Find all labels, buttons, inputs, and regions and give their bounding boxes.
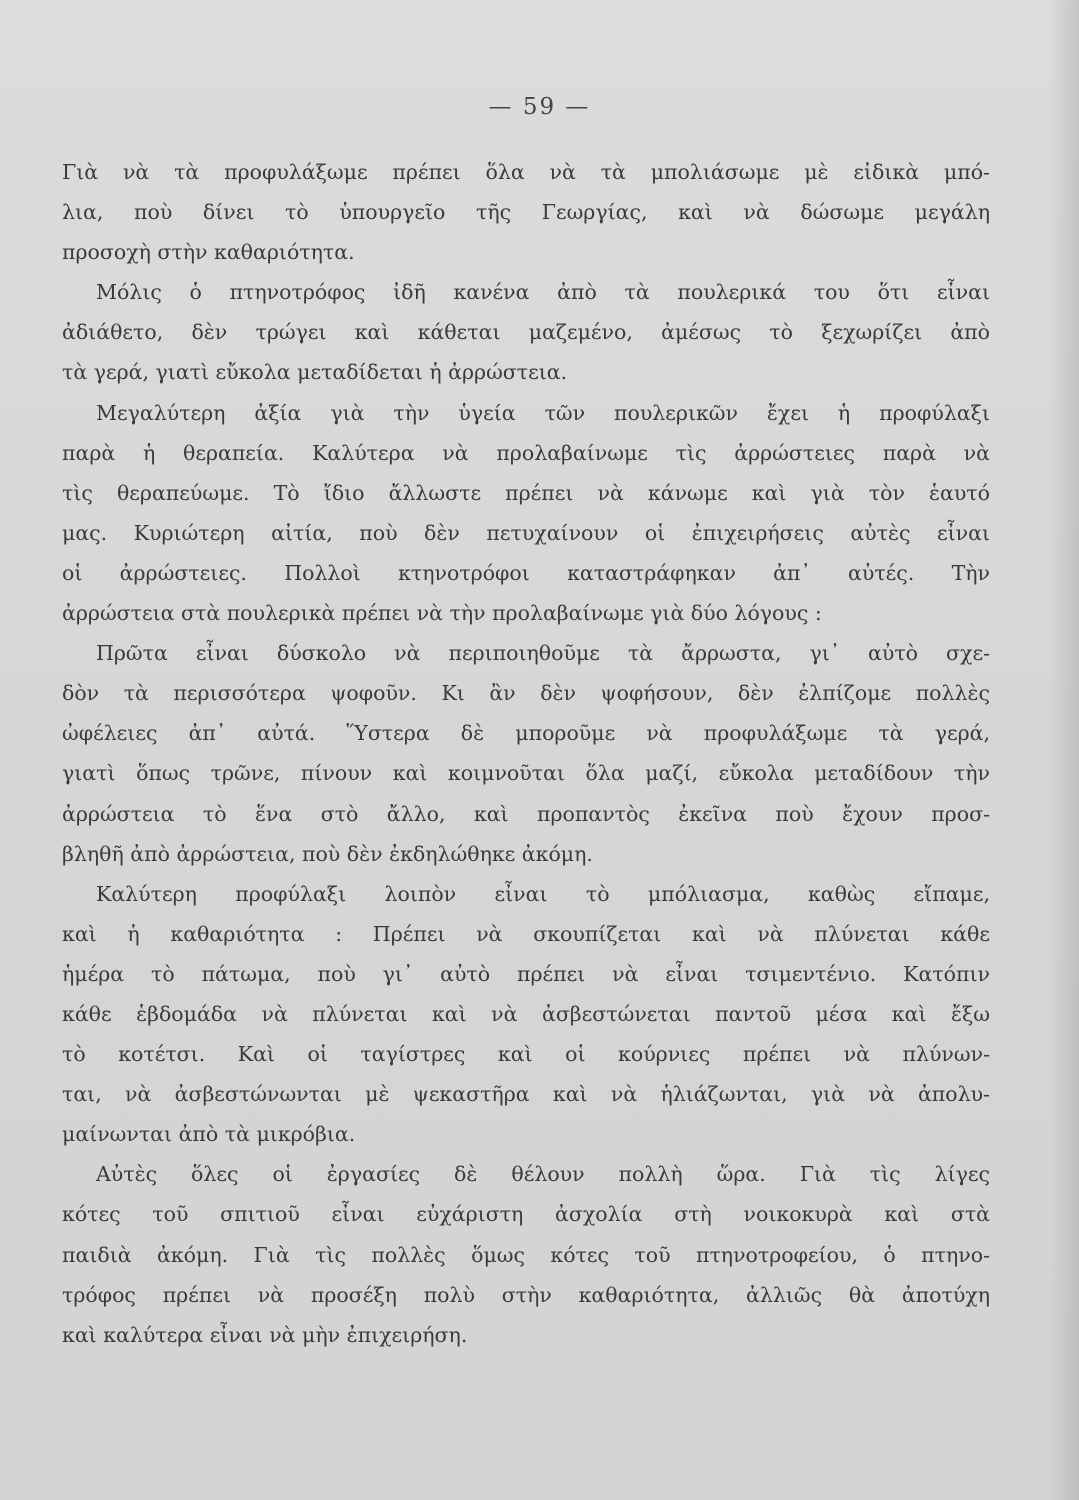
text-line: παρὰ ἡ θεραπεία. Καλύτερα νὰ προλαβαίνωμε τὶς ἀρρώστειες παρὰ νὰ bbox=[62, 440, 990, 465]
paragraph bbox=[62, 874, 990, 1155]
text-line: ἀδιάθετο, δὲν τρώγει καὶ κάθεται μαζεμένο, ἀμέσως τὸ ξεχωρίζει ἀπὸ bbox=[62, 320, 990, 345]
text-line: δὸν τὰ περισσότερα ψοφοῦν. Κι ἂν δὲν ψοφήσουν, δὲν ἐλπίζομε πολλὲς bbox=[62, 681, 990, 706]
text-line: ται, νὰ ἀσβεστώνωνται μὲ ψεκαστῆρα καὶ νὰ ἡλιάζωνται, γιὰ νὰ ἀπολυ- bbox=[62, 1082, 990, 1107]
text-line: Μεγαλύτερη ἀξία γιὰ τὴν ὑγεία τῶν πουλερικῶν ἔχει ἡ προφύλαξι bbox=[96, 400, 990, 425]
text-line: μαίνωνται ἀπὸ τὰ μικρόβια. bbox=[62, 1122, 356, 1147]
text-line: λια, ποὺ δίνει τὸ ὑπουργεῖο τῆς Γεωργίας, καὶ νὰ δώσωμε μεγάλη bbox=[62, 200, 990, 225]
paragraph bbox=[62, 1154, 990, 1354]
text-line: γιατὶ ὅπως τρῶνε, πίνουν καὶ κοιμνοῦται ὅλα μαζί, εὔκολα μεταδίδουν τὴν bbox=[62, 761, 990, 786]
text-line: τὰ γερά, γιατὶ εὔκολα μεταδίδεται ἡ ἀρρώστεια. bbox=[62, 360, 568, 385]
text-line: προσοχὴ στὴν καθαριότητα. bbox=[62, 240, 355, 265]
text-line: Αὐτὲς ὅλες οἱ ἐργασίες δὲ θέλουν πολλὴ ὥρα. Γιὰ τὶς λίγες bbox=[96, 1162, 990, 1187]
text-line: τὸ κοτέτσι. Καὶ οἱ ταγίστρες καὶ οἱ κούρνιες πρέπει νὰ πλύνων- bbox=[62, 1042, 990, 1067]
text-line: μας. Κυριώτερη αἰτία, ποὺ δὲν πετυχαίνουν οἱ ἐπιχειρήσεις αὐτὲς εἶναι bbox=[62, 520, 990, 545]
body-text bbox=[62, 152, 990, 1355]
paragraph bbox=[62, 272, 990, 392]
paragraph bbox=[62, 633, 990, 874]
text-line: κάθε ἑβδομάδα νὰ πλύνεται καὶ νὰ ἀσβεστώνεται παντοῦ μέσα καὶ ἔξω bbox=[62, 1001, 990, 1026]
text-line: ἀρρώστεια στὰ πουλερικὰ πρέπει νὰ τὴν προλαβαίνωμε γιὰ δύο λόγους : bbox=[62, 601, 822, 626]
text-line: βληθῆ ἀπὸ ἀρρώστεια, ποὺ δὲν ἐκδηλώθηκε ἀκόμη. bbox=[62, 841, 593, 866]
text-line: Μόλις ὁ πτηνοτρόφος ἰδῆ κανένα ἀπὸ τὰ πουλερικά του ὅτι εἶναι bbox=[96, 280, 990, 305]
text-line: οἱ ἀρρώστειες. Πολλοὶ κτηνοτρόφοι καταστράφηκαν ἀπ᾿ αὐτές. Τὴν bbox=[62, 560, 990, 585]
text-line: καὶ ἡ καθαριότητα : Πρέπει νὰ σκουπίζεται καὶ νὰ πλύνεται κάθε bbox=[62, 921, 990, 946]
text-line: ὠφέλειες ἀπ᾿ αὐτά. Ὕστερα δὲ μποροῦμε νὰ προφυλάξωμε τὰ γερά, bbox=[62, 721, 990, 746]
text-line: παιδιὰ ἀκόμη. Γιὰ τὶς πολλὲς ὅμως κότες τοῦ πτηνοτροφείου, ὁ πτηνο- bbox=[62, 1242, 990, 1267]
text-line: ἀρρώστεια τὸ ἕνα στὸ ἄλλο, καὶ προπαντὸς ἐκεῖνα ποὺ ἔχουν προσ- bbox=[62, 801, 990, 826]
text-line: τρόφος πρέπει νὰ προσέξη πολὺ στὴν καθαριότητα, ἀλλιῶς θὰ ἀποτύχη bbox=[62, 1282, 990, 1307]
text-line: Γιὰ νὰ τὰ προφυλάξωμε πρέπει ὅλα νὰ τὰ μπολιάσωμε μὲ εἰδικὰ μπό- bbox=[62, 160, 990, 184]
page-number: — 59 — bbox=[488, 94, 591, 120]
text-line: Καλύτερη προφύλαξι λοιπὸν εἶναι τὸ μπόλιασμα, καθὼς εἴπαμε, bbox=[96, 881, 990, 906]
page-edge-shadow bbox=[1049, 0, 1079, 1500]
text-line: τὶς θεραπεύωμε. Τὸ ἴδιο ἄλλωστε πρέπει νὰ κάνωμε καὶ γιὰ τὸν ἑαυτό bbox=[62, 480, 990, 505]
text-line: καὶ καλύτερα εἶναι νὰ μὴν ἐπιχειρήση. bbox=[62, 1322, 468, 1347]
text-line: Πρῶτα εἶναι δύσκολο νὰ περιποιηθοῦμε τὰ ἄρρωστα, γι᾿ αὐτὸ σχε- bbox=[96, 641, 990, 666]
text-line: ἡμέρα τὸ πάτωμα, ποὺ γι᾿ αὐτὸ πρέπει νὰ εἶναι τσιμεντένιο. Κατόπιν bbox=[62, 961, 990, 986]
paragraph bbox=[62, 393, 990, 634]
paragraph bbox=[62, 152, 990, 272]
text-line: κότες τοῦ σπιτιοῦ εἶναι εὐχάριστη ἀσχολία στὴ νοικοκυρὰ καὶ στὰ bbox=[62, 1202, 990, 1227]
